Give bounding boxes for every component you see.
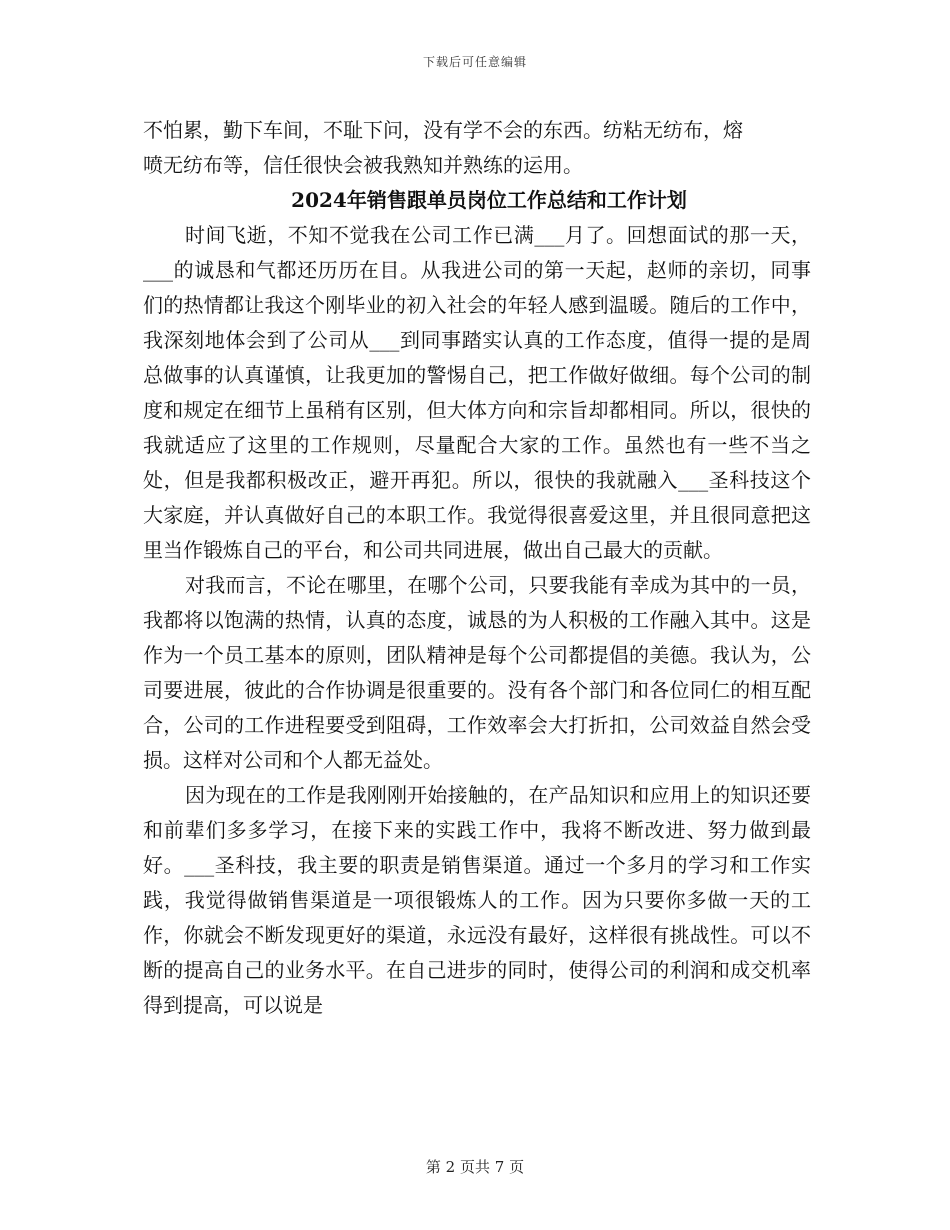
page-header: 下载后可任意编辑	[422, 55, 527, 69]
intro-line: 喷无纺布等，信任很快会被我熟知并熟练的运用。	[143, 153, 583, 177]
paragraph: 因为现在的工作是我刚刚开始接触的，在产品知识和应用上的知识还要和前辈们多多学习，在接下来的实践工作中，我将不断改进、努力做到最好。___圣科技，我主要的职责是销售渠道。通过一个多月的学习和工作实践，我觉得做销售渠道是一项很锻炼人的工作。因为只要你多做一天的工作，你就会不断发现更好的渠道，永远没有最好，这样很有挑战性。可以不断的提高自己的业务水平。在自己进步的同时，使得公司的利润和成交机率得到提高，可以说是	[143, 783, 811, 1017]
document-title: 2024年销售跟单员岗位工作总结和工作计划	[291, 188, 687, 212]
paragraph: 时间飞逝，不知不觉我在公司工作已满___月了。回想面试的那一天，___的诚恳和气都还历历在目。从我进公司的第一天起，赵师的亲切，同事们的热情都让我这个刚毕业的初入社会的年轻人感到温暖。随后的工作中，我深刻地体会到了公司从___到同事踏实认真的工作态度，值得一提的是周总做事的认真谨慎，让我更加的警惕自己，把工作做好做细。每个公司的制度和规定在细节上虽稍有区别，但大体方向和宗旨却都相同。所以，很快的我就适应了这里的工作规则，尽量配合大家的工作。虽然也有一些不当之处，但是我都积极改正，避开再犯。所以，很快的我就融入___圣科技这个大家庭，并认真做好自己的本职工作。我觉得很喜爱这里，并且很同意把这里当作锻炼自己的平台，和公司共同进展，做出自己最大的贡献。	[143, 223, 811, 562]
page-footer: 第 2 页共 7 页	[425, 1158, 525, 1176]
paragraph: 对我而言，不论在哪里，在哪个公司，只要我能有幸成为其中的一员，我都将以饱满的热情，认真的态度，诚恳的为人积极的工作融入其中。这是作为一个员工基本的原则，团队精神是每个公司都提倡的美德。我认为，公司要进展，彼此的合作协调是很重要的。没有各个部门和各位同仁的相互配合，公司的工作进程要受到阻碍，工作效率会大打折扣，公司效益自然会受损。这样对公司和个人都无益处。	[143, 573, 811, 772]
intro-line: 不怕累，勤下车间，不耻下问，没有学不会的东西。纺粘无纺布，熔	[143, 118, 743, 142]
document-body	[143, 113, 811, 1023]
